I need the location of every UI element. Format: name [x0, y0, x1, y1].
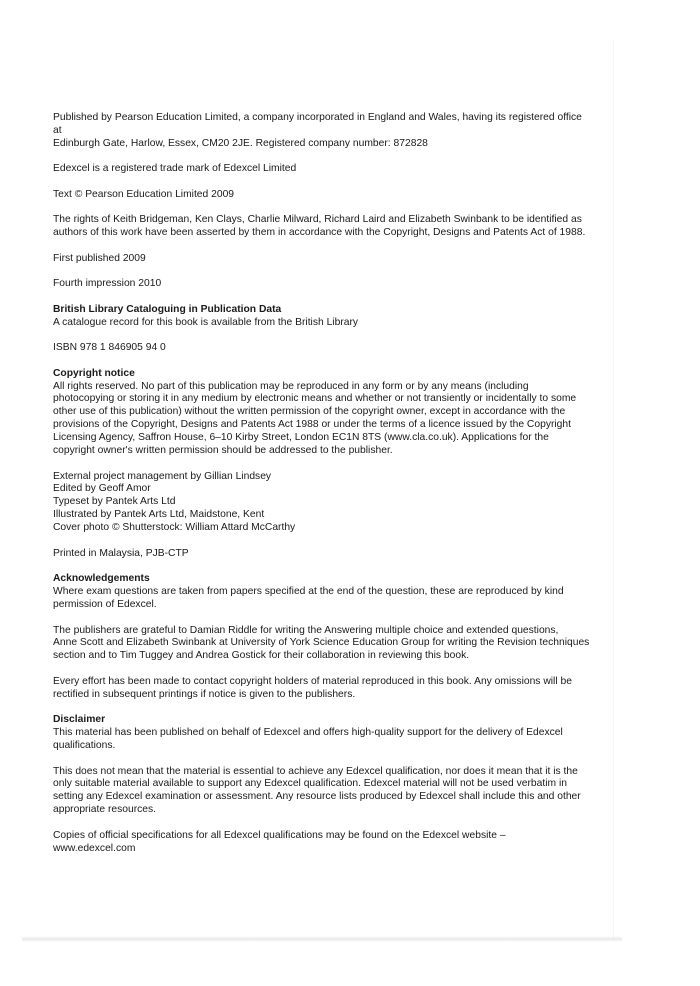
printed-in: Printed in Malaysia, PJB-CTP — [53, 547, 189, 559]
impression: Fourth impression 2010 — [53, 278, 162, 290]
text-copyright: Text © Pearson Education Limited 2009 — [53, 188, 235, 200]
disclaimer-text-1: This material has been published on behalf of Edexcel and offers high-quality support for the delivery of Edexcel qualifications. — [53, 727, 563, 752]
disclaimer-heading: Disclaimer — [53, 714, 106, 726]
editor-credit: Edited by Geoff Amor — [53, 483, 151, 495]
page-content — [53, 112, 593, 856]
cover-photo-credit: Cover photo © Shutterstock: William Attard McCarthy — [53, 522, 296, 534]
publisher-statement: Published by Pearson Education Limited, a company incorporated in England and Wales, having its registered office at Edinburgh Gate, Harlow, Essex, CM20 2JE. Registered company number: 872828 — [53, 112, 582, 149]
acknowledgements-heading: Acknowledgements — [53, 573, 150, 585]
disclaimer-text-3: Copies of official specifications for all Edexcel qualifications may be found on the Edexcel website – www.edexcel.com — [53, 829, 506, 854]
first-published: First published 2009 — [53, 252, 146, 264]
project-management-credit: External project management by Gillian Lindsey — [53, 470, 272, 482]
typesetter-credit: Typeset by Pantek Arts Ltd — [53, 496, 176, 508]
acknowledgements-grateful: The publishers are grateful to Damian Riddle for writing the Answering multiple choice and extended questions, Anne Scott and Elizabeth Swinbank at University of York Science Education Group for writing the Revision techniques section and to Tim Tuggey and Andrea Gostick for their collaboration in reviewing this book. — [53, 624, 590, 662]
cataloguing-text: A catalogue record for this book is available from the British Library — [53, 316, 359, 328]
illustrator-credit: Illustrated by Pantek Arts Ltd, Maidstone, Kent — [53, 509, 265, 521]
copyright-notice-heading: Copyright notice — [53, 367, 135, 379]
trademark-statement: Edexcel is a registered trade mark of Edexcel Limited — [53, 163, 297, 175]
scan-edge — [613, 40, 614, 940]
cataloguing-heading: British Library Cataloguing in Publication Data — [53, 303, 282, 315]
authors-rights: The rights of Keith Bridgeman, Ken Clays, Charlie Milward, Richard Laird and Elizabeth Swinbank to be identified as authors of this work have been asserted by them in accordance with the Copyright, Designs and Patents Act of 1988. — [53, 214, 586, 239]
copyright-notice-text: All rights reserved. No part of this publication may be reproduced in any form or by any means (including photocopying or storing it in any medium by electronic means and whether or not transiently or incidentally to some other use of this publication) without the written permission of the copyright owner, except in accordance with the provisions of the Copyright, Designs and Patents Act 1988 or under the terms of a licence issued by the Copyright Licensing Agency, Saffron House, 6–10 Kirby Street, London EC1N 8TS (www.cla.co.uk). Applications for the copyright owner's written permission should be addressed to the publisher. — [53, 380, 577, 457]
acknowledgements-exam-questions: Where exam questions are taken from papers specified at the end of the question, these are reproduced by kind permission of Edexcel. — [53, 586, 564, 610]
isbn: ISBN 978 1 846905 94 0 — [53, 342, 166, 354]
disclaimer-text-2: This does not mean that the material is essential to achieve any Edexcel qualification, nor does it mean that it is the only suitable material available to support any Edexcel qualification. Edexcel material will not be used verbatim in setting any Edexcel examination or assessment. Any resource lists produced by Edexcel shall include this and other appropriate resources. — [53, 765, 581, 816]
scan-shadow — [22, 936, 622, 942]
acknowledgements-every-effort: Every effort has been made to contact copyright holders of material reproduced in this book. Any omissions will be rectified in subsequent printings if notice is given to the publishers. — [53, 675, 572, 700]
